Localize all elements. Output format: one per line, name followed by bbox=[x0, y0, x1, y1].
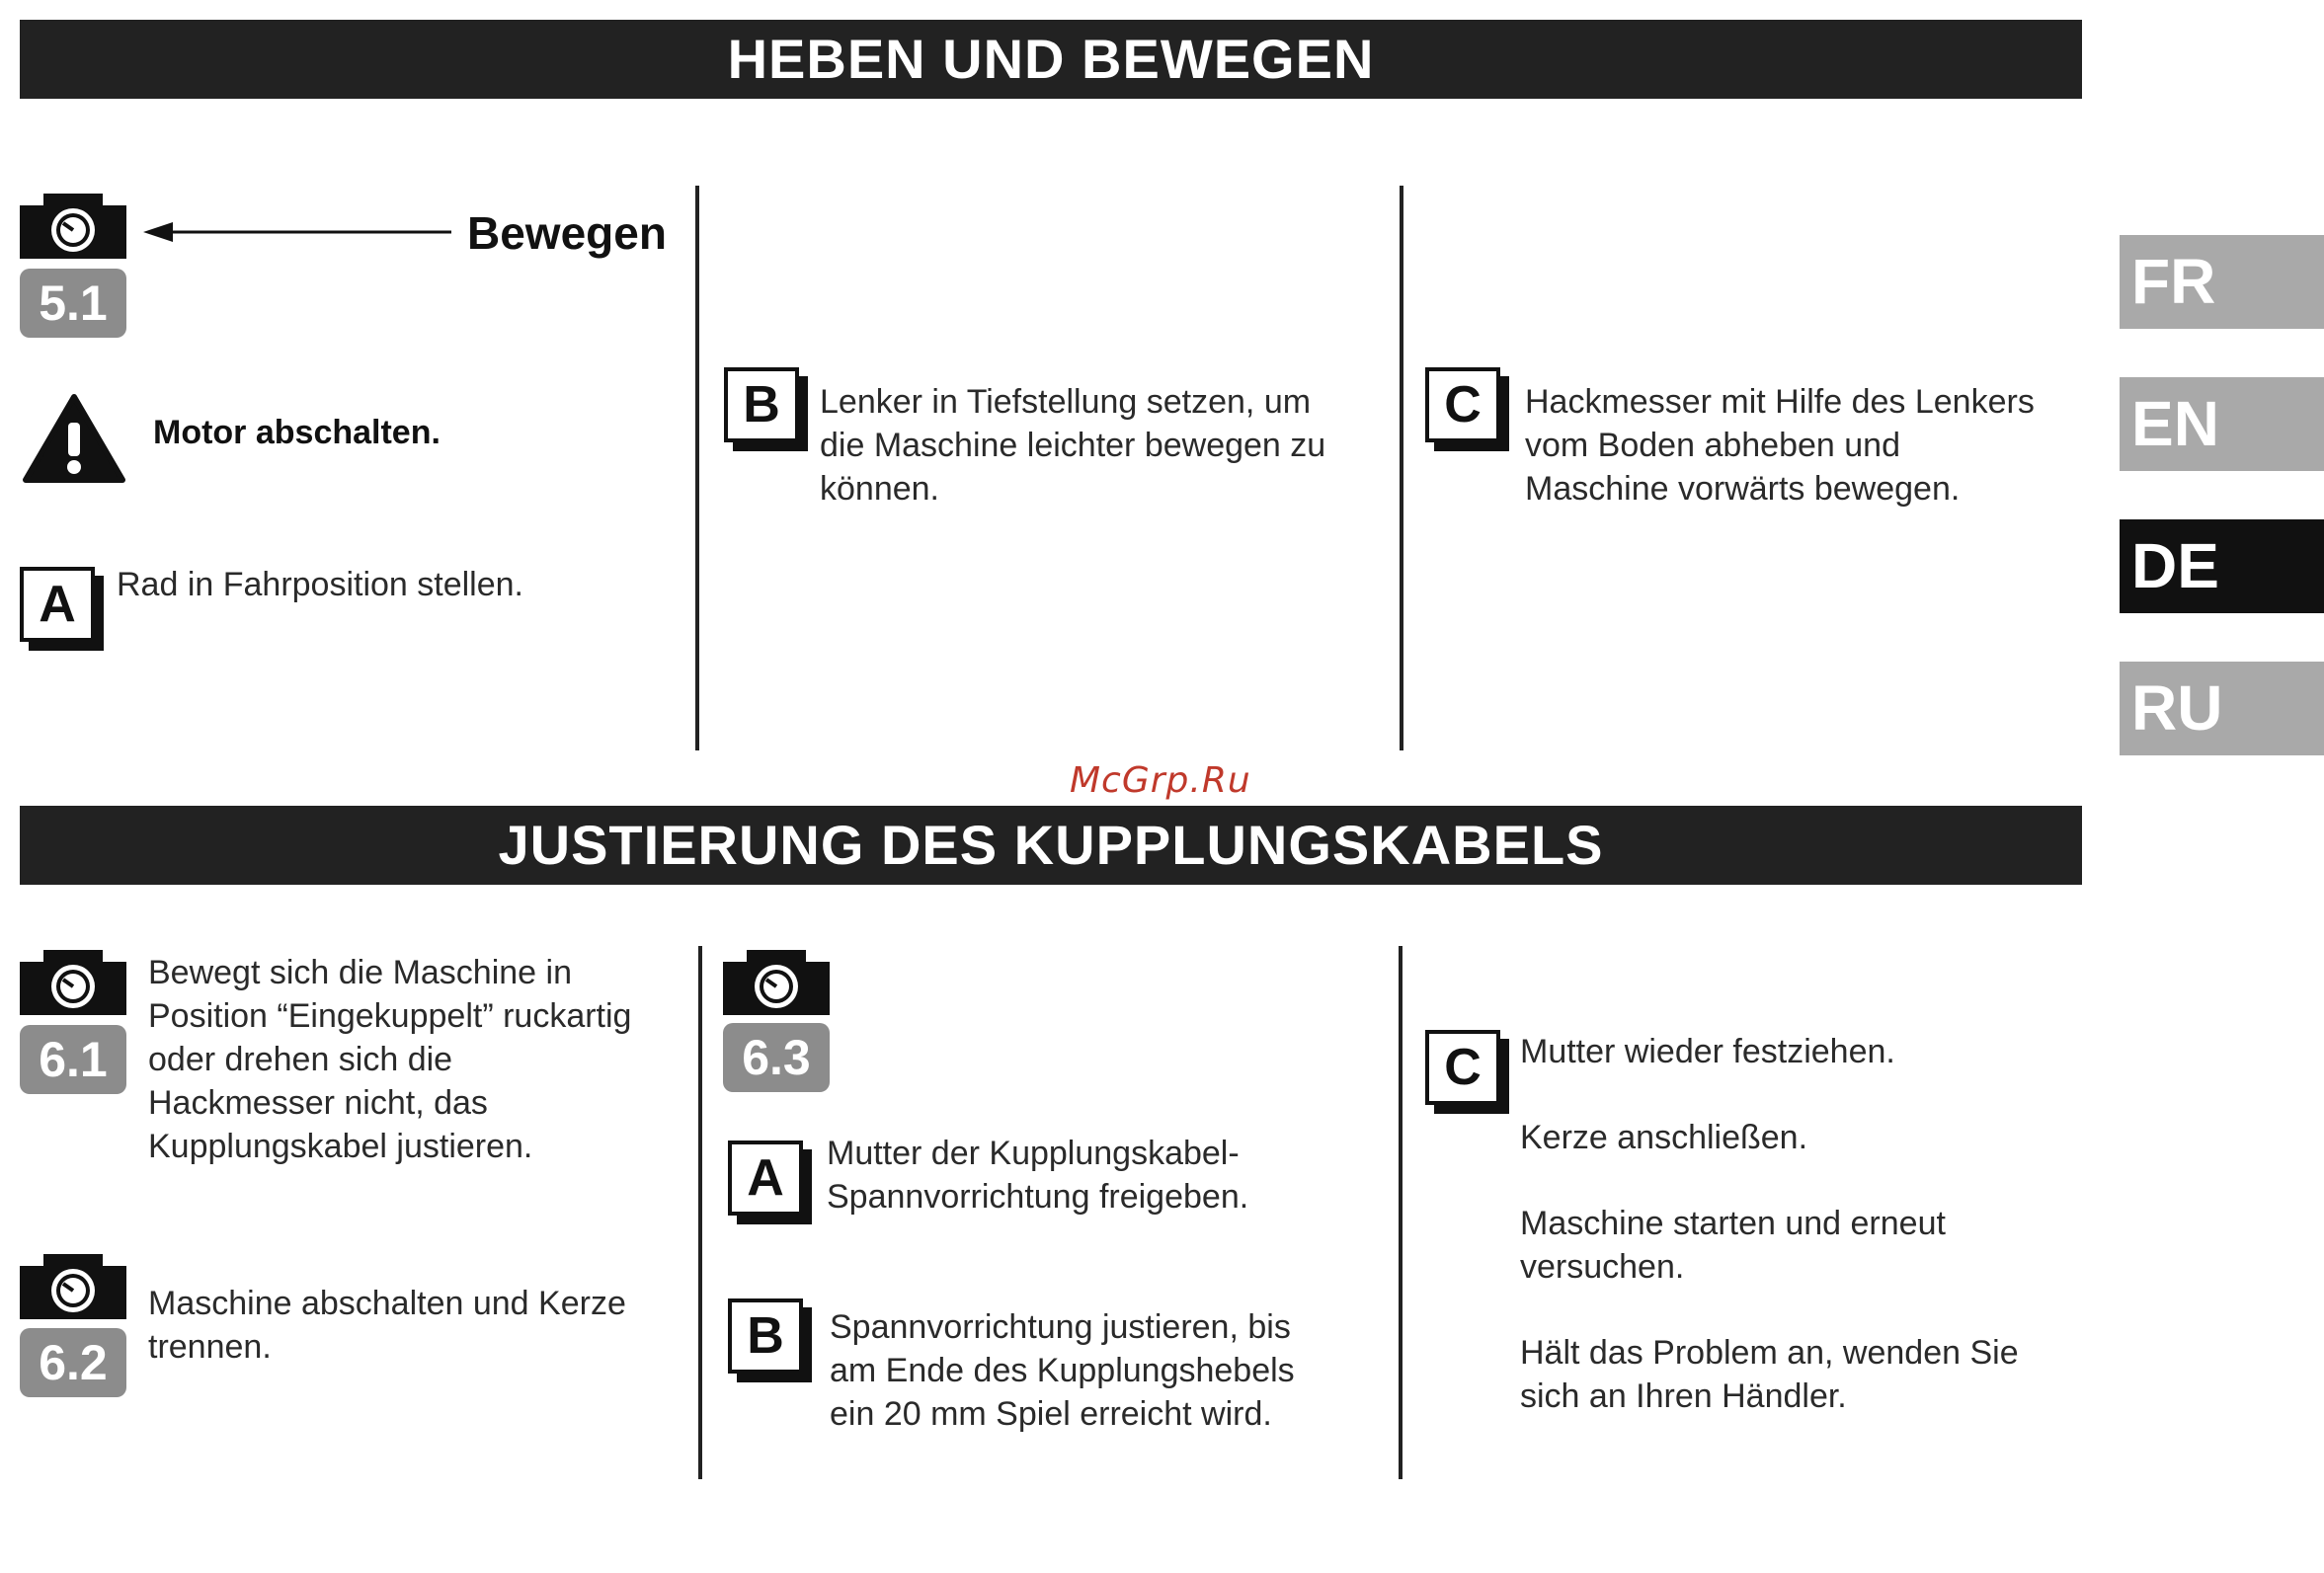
step-letter-c: C bbox=[1425, 367, 1500, 442]
photo-62-text bbox=[148, 1282, 626, 1369]
camera-icon bbox=[723, 950, 830, 1015]
step-a-text: Rad in Fahrposition stellen. bbox=[117, 566, 524, 603]
watermark: McGrp.Ru bbox=[1070, 760, 1251, 801]
step-b-line: die Maschine leichter bewegen zu bbox=[820, 427, 1326, 464]
column-divider bbox=[695, 186, 699, 750]
step-letter-a: A bbox=[20, 567, 95, 642]
step-c-line: vom Boden abheben und bbox=[1525, 427, 1900, 464]
photo-61-line: Bewegt sich die Maschine in bbox=[148, 954, 573, 991]
step-b-line: am Ende des Kupplungshebels bbox=[830, 1352, 1295, 1389]
camera-icon bbox=[20, 194, 126, 259]
photo-61-text bbox=[148, 951, 631, 1168]
step-c-p3-line: Maschine starten und erneut bbox=[1520, 1205, 1946, 1242]
arrow-left-icon bbox=[143, 217, 454, 247]
step-letter-a: A bbox=[728, 1140, 803, 1216]
step-b-text bbox=[830, 1305, 1295, 1436]
photo-ref-5-1: 5.1 bbox=[20, 269, 126, 338]
step-c-p3-line: versuchen. bbox=[1520, 1248, 1685, 1286]
step-c-text bbox=[1525, 380, 2035, 511]
photo-ref-6-2: 6.2 bbox=[20, 1328, 126, 1397]
language-tab-fr[interactable]: FR bbox=[2120, 235, 2324, 329]
photo-61-line: Position “Eingekuppelt” ruckartig bbox=[148, 997, 632, 1035]
language-tab-ru[interactable]: RU bbox=[2120, 662, 2324, 755]
photo-ref-6-1: 6.1 bbox=[20, 1025, 126, 1094]
step-a-line: Mutter der Kupplungskabel- bbox=[827, 1135, 1240, 1172]
photo-62-line: Maschine abschalten und Kerze bbox=[148, 1285, 626, 1322]
camera-icon bbox=[20, 950, 126, 1015]
column-divider bbox=[1400, 186, 1403, 750]
step-b-text bbox=[820, 380, 1325, 511]
step-b-line: ein 20 mm Spiel erreicht wird. bbox=[830, 1395, 1272, 1433]
warning-icon bbox=[22, 393, 126, 484]
step-letter-b: B bbox=[728, 1298, 803, 1374]
step-c-p1: Mutter wieder festziehen. bbox=[1520, 1033, 1895, 1070]
photo-ref-6-3: 6.3 bbox=[723, 1023, 830, 1092]
step-c-p2: Kerze anschließen. bbox=[1520, 1119, 1808, 1156]
step-b-line: können. bbox=[820, 470, 939, 508]
step-c-line: Maschine vorwärts bewegen. bbox=[1525, 470, 1961, 508]
step-c-p4-line: Hält das Problem an, wenden Sie bbox=[1520, 1334, 2019, 1372]
step-b-line: Spannvorrichtung justieren, bis bbox=[830, 1308, 1291, 1346]
photo-61-line: Hackmesser nicht, das bbox=[148, 1084, 488, 1122]
step-letter-c: C bbox=[1425, 1030, 1500, 1105]
section-title-heben: HEBEN UND BEWEGEN bbox=[20, 20, 2082, 99]
step-c-p4-line: sich an Ihren Händler. bbox=[1520, 1377, 1847, 1415]
step-b-line: Lenker in Tiefstellung setzen, um bbox=[820, 383, 1312, 421]
step-letter-b: B bbox=[724, 367, 799, 442]
step-a-text bbox=[827, 1132, 1248, 1219]
section-title-justierung: JUSTIERUNG DES KUPPLUNGSKABELS bbox=[20, 806, 2082, 885]
arrow-label-bewegen: Bewegen bbox=[467, 207, 667, 259]
step-a-line: Spannvorrichtung freigeben. bbox=[827, 1178, 1249, 1216]
photo-61-line: Kupplungskabel justieren. bbox=[148, 1128, 533, 1165]
photo-62-line: trennen. bbox=[148, 1328, 272, 1366]
step-c-p3 bbox=[1520, 1202, 1946, 1289]
column-divider bbox=[698, 946, 702, 1479]
warning-text: Motor abschalten. bbox=[153, 414, 441, 451]
step-c-p4 bbox=[1520, 1331, 2019, 1418]
column-divider bbox=[1399, 946, 1402, 1479]
step-c-line: Hackmesser mit Hilfe des Lenkers bbox=[1525, 383, 2035, 421]
photo-61-line: oder drehen sich die bbox=[148, 1041, 453, 1078]
camera-icon bbox=[20, 1254, 126, 1319]
language-tab-de[interactable]: DE bbox=[2120, 519, 2324, 613]
language-tab-en[interactable]: EN bbox=[2120, 377, 2324, 471]
